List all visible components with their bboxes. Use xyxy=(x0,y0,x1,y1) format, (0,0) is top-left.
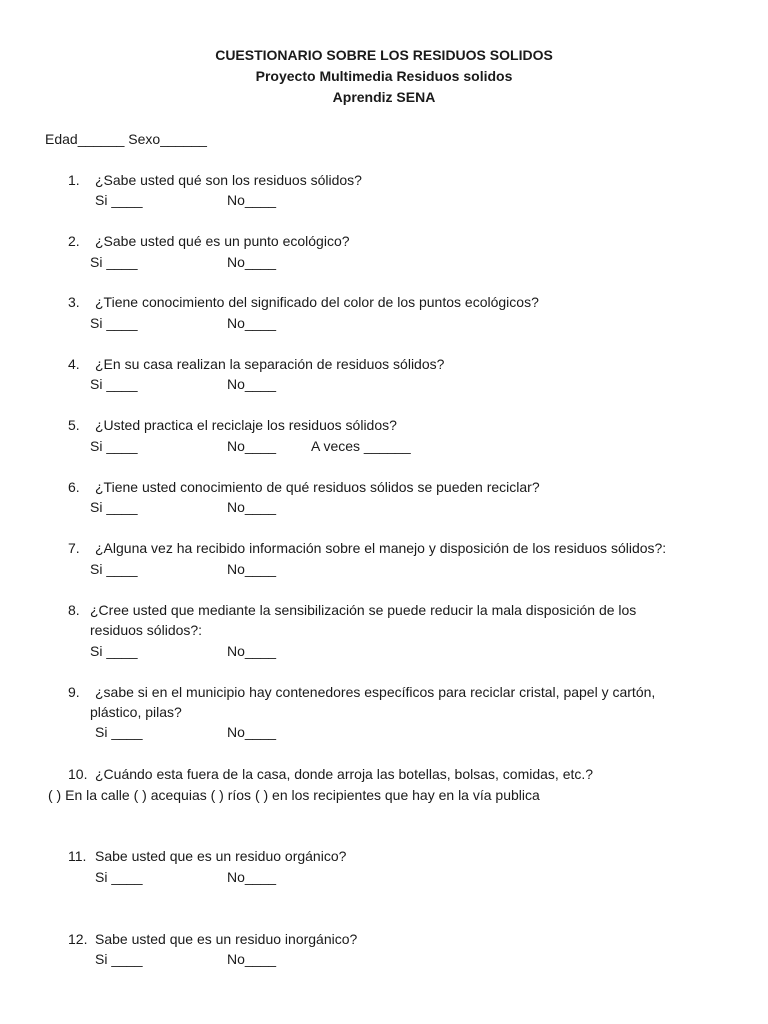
answer-options[interactable]: ( ) En la calle ( ) acequias ( ) ríos ( ) en los recipientes que hay en la vía publica xyxy=(48,787,540,803)
answer-no[interactable]: No____ xyxy=(227,192,277,208)
answer-si[interactable]: Si ____ xyxy=(95,192,143,208)
answer-no[interactable]: No____ xyxy=(227,438,277,454)
question-text: ¿Tiene conocimiento del significado del color de los puntos ecológicos? xyxy=(95,294,539,310)
question-text: ¿Tiene usted conocimiento de qué residuos sólidos se pueden reciclar? xyxy=(95,479,540,495)
answer-si[interactable]: Si ____ xyxy=(90,499,138,515)
answer-no[interactable]: No____ xyxy=(227,376,277,392)
question-number: 6. xyxy=(68,479,80,495)
answer-si[interactable]: Si ____ xyxy=(90,254,138,270)
question-text: ¿sabe si en el municipio hay contenedores específicos para reciclar cristal, papel y cartón, xyxy=(95,684,656,700)
question-text: ¿Cree usted que mediante la sensibilización se puede reducir la mala disposición de los xyxy=(90,602,637,618)
answer-no[interactable]: No____ xyxy=(227,254,277,270)
question-text: ¿Sabe usted qué son los residuos sólidos? xyxy=(95,172,362,188)
answer-si[interactable]: Si ____ xyxy=(90,561,138,577)
question-number: 1. xyxy=(68,172,80,188)
answer-si[interactable]: Si ____ xyxy=(90,376,138,392)
demographics-line: Edad______ Sexo______ xyxy=(45,131,207,147)
question-number: 7. xyxy=(68,540,80,556)
answer-no[interactable]: No____ xyxy=(227,561,277,577)
answer-aveces[interactable]: A veces ______ xyxy=(311,438,411,454)
question-number: 3. xyxy=(68,294,80,310)
answer-no[interactable]: No____ xyxy=(227,643,277,659)
question-number: 9. xyxy=(68,684,80,700)
question-text: ¿Sabe usted qué es un punto ecológico? xyxy=(95,233,350,249)
answer-si[interactable]: Si ____ xyxy=(90,438,138,454)
question-number: 12. xyxy=(68,931,88,947)
answer-si[interactable]: Si ____ xyxy=(95,869,143,885)
answer-si[interactable]: Si ____ xyxy=(90,643,138,659)
question-text: Sabe usted que es un residuo orgánico? xyxy=(95,848,347,864)
question-text: ¿Cuándo esta fuera de la casa, donde arroja las botellas, bolsas, comidas, etc.? xyxy=(95,766,594,782)
question-number: 8. xyxy=(68,602,80,618)
document-title: CUESTIONARIO SOBRE LOS RESIDUOS SOLIDOS xyxy=(215,47,553,63)
answer-si[interactable]: Si ____ xyxy=(95,724,143,740)
question-text: ¿Alguna vez ha recibido información sobre el manejo y disposición de los residuos sólidos?: xyxy=(95,540,667,556)
answer-no[interactable]: No____ xyxy=(227,869,277,885)
document-subtitle: Proyecto Multimedia Residuos solidos xyxy=(255,68,513,84)
question-text-continued: plástico, pilas? xyxy=(90,704,182,720)
answer-si[interactable]: Si ____ xyxy=(95,951,143,967)
question-text: ¿Usted practica el reciclaje los residuos sólidos? xyxy=(95,417,397,433)
question-number: 11. xyxy=(68,848,87,864)
answer-no[interactable]: No____ xyxy=(227,724,277,740)
question-number: 5. xyxy=(68,417,80,433)
answer-no[interactable]: No____ xyxy=(227,951,277,967)
question-text: Sabe usted que es un residuo inorgánico? xyxy=(95,931,358,947)
question-number: 4. xyxy=(68,356,80,372)
answer-no[interactable]: No____ xyxy=(227,315,277,331)
question-number: 2. xyxy=(68,233,80,249)
question-number: 10. xyxy=(68,766,88,782)
question-text-continued: residuos sólidos?: xyxy=(90,622,203,638)
answer-si[interactable]: Si ____ xyxy=(90,315,138,331)
document-author: Aprendiz SENA xyxy=(332,89,436,105)
question-text: ¿En su casa realizan la separación de residuos sólidos? xyxy=(95,356,445,372)
answer-no[interactable]: No____ xyxy=(227,499,277,515)
